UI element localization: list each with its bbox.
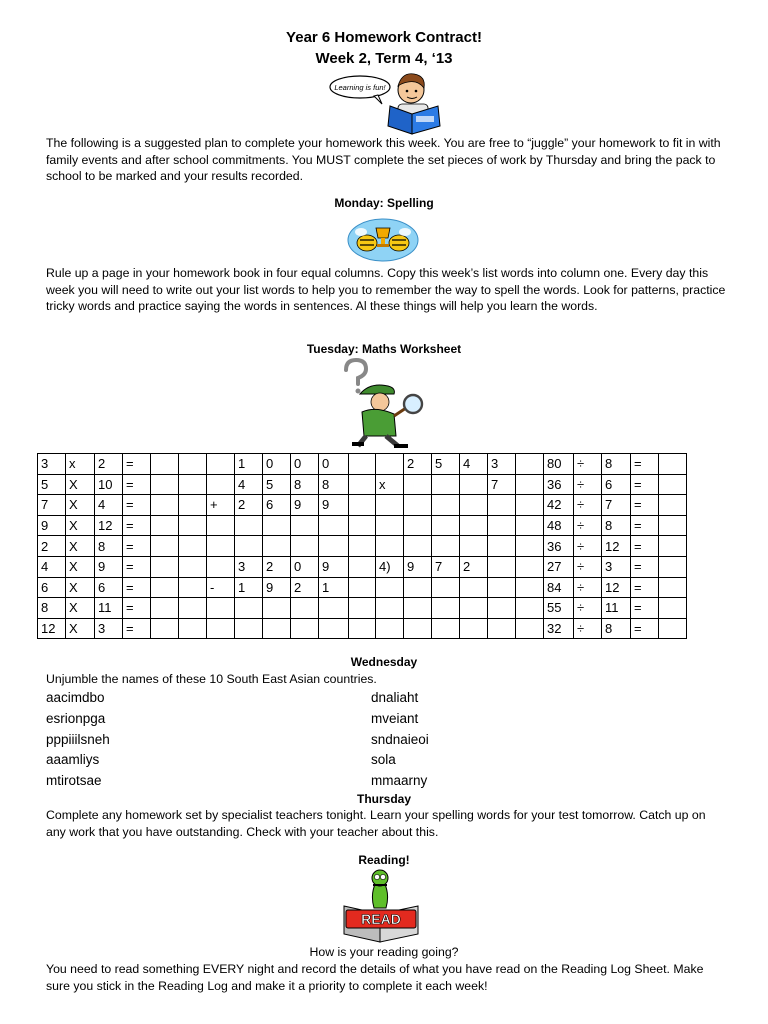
table-cell: 8 xyxy=(291,474,319,495)
table-cell xyxy=(151,556,179,577)
table-cell xyxy=(179,577,207,598)
list-item: sola xyxy=(371,752,396,768)
table-cell: + xyxy=(207,495,235,516)
read-badge-text: READ xyxy=(361,911,401,927)
table-cell xyxy=(291,515,319,536)
table-cell: ÷ xyxy=(574,556,602,577)
table-cell xyxy=(319,618,349,639)
table-cell xyxy=(319,598,349,619)
table-cell xyxy=(376,515,404,536)
list-item: aacimdbo xyxy=(46,690,105,705)
speech-bubble-text: Learning is fun! xyxy=(334,83,386,92)
table-cell xyxy=(376,618,404,639)
table-cell: X xyxy=(66,495,95,516)
table-cell xyxy=(516,454,544,475)
table-cell: = xyxy=(123,495,151,516)
table-cell xyxy=(488,556,516,577)
table-cell: 12 xyxy=(602,577,631,598)
table-cell xyxy=(151,515,179,536)
table-cell: X xyxy=(66,515,95,536)
list-item: mmaarny xyxy=(371,773,428,789)
table-cell: X xyxy=(66,618,95,639)
table-cell xyxy=(460,577,488,598)
table-cell: 2 xyxy=(235,495,263,516)
table-cell xyxy=(488,618,516,639)
table-cell: 8 xyxy=(602,454,631,475)
table-cell: 32 xyxy=(544,618,574,639)
table-cell: X xyxy=(66,536,95,557)
table-cell xyxy=(460,536,488,557)
table-cell xyxy=(516,495,544,516)
table-cell: 11 xyxy=(95,598,123,619)
table-cell: 10 xyxy=(95,474,123,495)
table-cell: ÷ xyxy=(574,577,602,598)
table-cell xyxy=(349,618,376,639)
thursday-heading: Thursday xyxy=(356,792,411,806)
table-cell: 36 xyxy=(544,474,574,495)
table-cell xyxy=(404,536,432,557)
table-cell xyxy=(432,495,460,516)
table-cell xyxy=(179,474,207,495)
table-cell: 8 xyxy=(38,598,66,619)
table-cell: 3 xyxy=(95,618,123,639)
table-cell xyxy=(659,495,687,516)
table-cell: 8 xyxy=(319,474,349,495)
table-cell: = xyxy=(631,536,659,557)
table-cell: 6 xyxy=(263,495,291,516)
table-cell: = xyxy=(631,618,659,639)
table-row xyxy=(38,556,687,577)
table-cell xyxy=(659,598,687,619)
table-cell xyxy=(404,577,432,598)
table-cell: 6 xyxy=(602,474,631,495)
table-cell: = xyxy=(123,515,151,536)
table-cell: 3 xyxy=(488,454,516,475)
table-row xyxy=(38,577,687,598)
read-book-clipart xyxy=(340,866,422,944)
table-cell: 12 xyxy=(38,618,66,639)
table-cell: 55 xyxy=(544,598,574,619)
table-cell: = xyxy=(631,556,659,577)
table-row xyxy=(38,598,687,619)
list-item: dnaliaht xyxy=(371,690,419,705)
table-cell: ÷ xyxy=(574,618,602,639)
tuesday-heading: Tuesday: Maths Worksheet xyxy=(306,342,462,356)
table-cell: 7 xyxy=(38,495,66,516)
table-cell xyxy=(207,474,235,495)
table-cell: 6 xyxy=(95,577,123,598)
table-cell: = xyxy=(631,577,659,598)
table-cell xyxy=(207,618,235,639)
table-cell xyxy=(349,454,376,475)
table-cell: 1 xyxy=(235,454,263,475)
table-cell xyxy=(488,495,516,516)
table-cell: 5 xyxy=(432,454,460,475)
table-row xyxy=(38,474,687,495)
table-cell xyxy=(376,454,404,475)
table-cell: 9 xyxy=(263,577,291,598)
table-cell: ÷ xyxy=(574,454,602,475)
table-cell: 9 xyxy=(319,556,349,577)
table-cell: 8 xyxy=(602,618,631,639)
table-cell xyxy=(263,536,291,557)
table-cell xyxy=(151,577,179,598)
table-cell: 9 xyxy=(95,556,123,577)
table-cell: 0 xyxy=(319,454,349,475)
table-cell xyxy=(207,454,235,475)
table-cell xyxy=(151,474,179,495)
table-cell: 5 xyxy=(38,474,66,495)
table-cell xyxy=(349,515,376,536)
table-cell: 80 xyxy=(544,454,574,475)
thursday-text: Complete any homework set by specialist teachers tonight. Learn your spelling words for your test tomorrow. Catch up on any work that you have outstanding. Check with your teacher about this. xyxy=(46,808,706,839)
table-cell: = xyxy=(631,474,659,495)
table-cell: 1 xyxy=(235,577,263,598)
table-cell xyxy=(349,556,376,577)
table-cell xyxy=(235,536,263,557)
table-cell: 9 xyxy=(319,495,349,516)
table-cell: 3 xyxy=(602,556,631,577)
table-cell: = xyxy=(631,495,659,516)
table-cell xyxy=(151,598,179,619)
table-cell xyxy=(460,618,488,639)
table-cell xyxy=(349,495,376,516)
table-cell xyxy=(376,577,404,598)
table-cell: 9 xyxy=(404,556,432,577)
table-cell xyxy=(349,536,376,557)
table-cell xyxy=(432,598,460,619)
table-cell xyxy=(404,598,432,619)
page-subtitle: Week 2, Term 4, ‘13 xyxy=(315,50,453,67)
table-cell xyxy=(516,556,544,577)
table-cell: = xyxy=(123,577,151,598)
table-cell xyxy=(516,577,544,598)
table-cell xyxy=(460,495,488,516)
left-word-list xyxy=(46,688,110,792)
table-cell xyxy=(432,474,460,495)
detective-clipart xyxy=(336,358,430,450)
table-cell xyxy=(179,495,207,516)
table-cell: X xyxy=(66,474,95,495)
table-cell: 6 xyxy=(38,577,66,598)
table-cell xyxy=(349,598,376,619)
table-cell: = xyxy=(123,556,151,577)
table-cell: = xyxy=(123,536,151,557)
maths-worksheet-table xyxy=(37,453,687,639)
table-cell: 3 xyxy=(235,556,263,577)
table-cell: 2 xyxy=(38,536,66,557)
table-cell: 12 xyxy=(602,536,631,557)
table-cell xyxy=(376,536,404,557)
table-cell: 12 xyxy=(95,515,123,536)
table-cell: x xyxy=(66,454,95,475)
table-cell: 2 xyxy=(460,556,488,577)
table-cell xyxy=(432,577,460,598)
table-cell xyxy=(659,618,687,639)
list-item: mtirotsae xyxy=(46,773,102,789)
table-cell xyxy=(179,454,207,475)
table-cell: ÷ xyxy=(574,598,602,619)
table-cell: 9 xyxy=(38,515,66,536)
table-cell xyxy=(404,515,432,536)
list-item: sndnaieoi xyxy=(371,731,429,747)
table-cell xyxy=(291,618,319,639)
list-item: mveiant xyxy=(371,710,419,726)
table-cell: ÷ xyxy=(574,474,602,495)
table-cell xyxy=(404,495,432,516)
table-cell xyxy=(488,598,516,619)
table-cell xyxy=(235,618,263,639)
table-cell xyxy=(207,598,235,619)
table-cell xyxy=(179,536,207,557)
table-cell: 7 xyxy=(602,495,631,516)
table-cell xyxy=(319,536,349,557)
table-cell xyxy=(659,536,687,557)
table-cell: 0 xyxy=(291,556,319,577)
table-cell xyxy=(460,474,488,495)
table-cell xyxy=(207,536,235,557)
table-cell xyxy=(659,515,687,536)
table-cell: 2 xyxy=(291,577,319,598)
table-cell xyxy=(432,536,460,557)
table-cell: 84 xyxy=(544,577,574,598)
table-cell: 42 xyxy=(544,495,574,516)
reading-question: How is your reading going? xyxy=(309,945,459,959)
list-item: aaamliys xyxy=(46,752,100,768)
table-cell xyxy=(488,577,516,598)
table-cell: x xyxy=(376,474,404,495)
list-item: esrionpga xyxy=(46,710,106,726)
table-cell: 4 xyxy=(235,474,263,495)
table-cell: 48 xyxy=(544,515,574,536)
right-word-list xyxy=(371,688,429,792)
table-cell: 7 xyxy=(488,474,516,495)
table-cell: 27 xyxy=(544,556,574,577)
reading-text: You need to read something EVERY night and record the details of what you have read on the Reading Log Sheet. Make sure you stick in the Reading Log and make it a priority to complete it each week! xyxy=(46,962,704,993)
table-cell: ÷ xyxy=(574,515,602,536)
wednesday-instruction: Unjumble the names of these 10 South East Asian countries. xyxy=(46,672,377,686)
table-cell xyxy=(179,556,207,577)
table-cell xyxy=(151,536,179,557)
wednesday-heading: Wednesday xyxy=(350,655,418,669)
table-cell: 11 xyxy=(602,598,631,619)
table-cell xyxy=(151,454,179,475)
table-cell: 36 xyxy=(544,536,574,557)
boy-reading-clipart xyxy=(328,70,446,136)
table-cell: = xyxy=(123,454,151,475)
table-cell: 4) xyxy=(376,556,404,577)
table-cell xyxy=(659,474,687,495)
table-cell xyxy=(151,495,179,516)
table-cell: = xyxy=(123,474,151,495)
intro-paragraph: The following is a suggested plan to complete your homework this week. You are free to “juggle” your homework to fit in with family events and after school commitments. You MUST complete the set pieces of work by Thursday and bring the pack to school to be marked and your results recorded. xyxy=(46,136,721,183)
table-cell xyxy=(488,536,516,557)
page-title: Year 6 Homework Contract! xyxy=(286,29,482,46)
table-cell xyxy=(349,474,376,495)
table-cell xyxy=(207,556,235,577)
table-cell: = xyxy=(123,618,151,639)
table-cell xyxy=(179,598,207,619)
table-cell xyxy=(263,618,291,639)
table-cell: ÷ xyxy=(574,536,602,557)
table-cell xyxy=(404,618,432,639)
reading-heading: Reading! xyxy=(358,853,410,867)
table-cell: 0 xyxy=(291,454,319,475)
table-cell: X xyxy=(66,577,95,598)
table-cell xyxy=(659,454,687,475)
table-cell: 8 xyxy=(602,515,631,536)
list-item: pppiiilsneh xyxy=(46,731,110,747)
spelling-bee-clipart xyxy=(347,216,419,262)
table-cell xyxy=(376,495,404,516)
table-cell: 1 xyxy=(319,577,349,598)
table-cell xyxy=(207,515,235,536)
table-cell xyxy=(263,598,291,619)
table-cell xyxy=(432,515,460,536)
table-cell: - xyxy=(207,577,235,598)
table-row xyxy=(38,515,687,536)
table-cell xyxy=(291,598,319,619)
table-cell: = xyxy=(631,515,659,536)
table-cell xyxy=(488,515,516,536)
table-cell: 2 xyxy=(263,556,291,577)
table-cell: X xyxy=(66,598,95,619)
table-cell: = xyxy=(631,598,659,619)
table-cell xyxy=(235,515,263,536)
table-cell xyxy=(319,515,349,536)
table-cell: 0 xyxy=(263,454,291,475)
table-cell: 9 xyxy=(291,495,319,516)
table-cell xyxy=(460,598,488,619)
table-cell xyxy=(404,474,432,495)
monday-text: Rule up a page in your homework book in four equal columns. Copy this week’s list words into column one. Every day this week you will need to write out your list words to help you to remember the way to spell the words. Look for patterns, practice tricky words and practice saying the words in sentences. Al these things will help you learn the words. xyxy=(46,266,726,313)
table-cell xyxy=(179,515,207,536)
table-cell: 4 xyxy=(460,454,488,475)
table-cell xyxy=(235,598,263,619)
table-cell: X xyxy=(66,556,95,577)
table-cell: 8 xyxy=(95,536,123,557)
table-cell xyxy=(349,577,376,598)
table-cell xyxy=(151,618,179,639)
table-row xyxy=(38,454,687,475)
table-cell: 4 xyxy=(95,495,123,516)
table-cell xyxy=(291,536,319,557)
table-cell xyxy=(516,536,544,557)
table-row xyxy=(38,495,687,516)
table-cell: 3 xyxy=(38,454,66,475)
table-cell xyxy=(460,515,488,536)
table-cell: ÷ xyxy=(574,495,602,516)
table-cell: 5 xyxy=(263,474,291,495)
table-cell xyxy=(659,556,687,577)
table-cell: = xyxy=(123,598,151,619)
table-cell: = xyxy=(631,454,659,475)
table-cell xyxy=(376,598,404,619)
table-cell xyxy=(516,474,544,495)
table-cell xyxy=(179,618,207,639)
table-cell xyxy=(516,515,544,536)
table-row xyxy=(38,536,687,557)
table-cell xyxy=(263,515,291,536)
table-cell: 7 xyxy=(432,556,460,577)
table-cell xyxy=(659,577,687,598)
table-cell: 2 xyxy=(404,454,432,475)
table-cell xyxy=(432,618,460,639)
table-cell xyxy=(516,618,544,639)
table-cell: 4 xyxy=(38,556,66,577)
table-cell xyxy=(516,598,544,619)
table-cell: 2 xyxy=(95,454,123,475)
monday-heading: Monday: Spelling xyxy=(334,196,434,210)
table-row xyxy=(38,618,687,639)
